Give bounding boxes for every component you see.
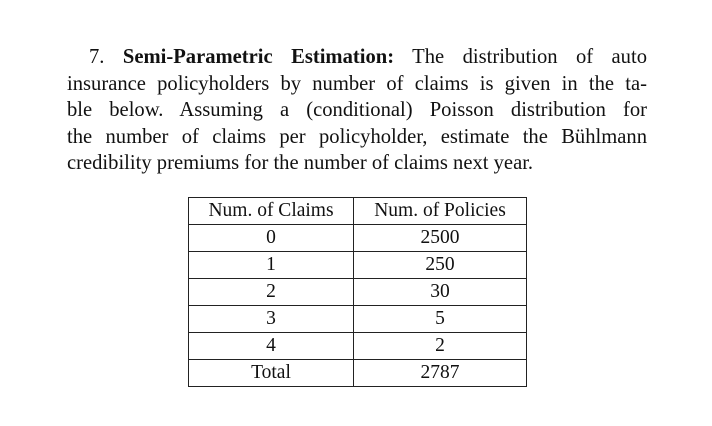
policies-cell: 2 — [354, 333, 527, 360]
policies-cell: 2500 — [354, 225, 527, 252]
total-value: 2787 — [354, 360, 527, 387]
problem-heading: Semi-Parametric Estimation: — [122, 46, 395, 68]
problem-line-2: insurance policyholders by number of claims is given in the ta- — [67, 72, 647, 95]
table-total-row — [189, 360, 527, 387]
problem-line-3: ble below. Assuming a (conditional) Poisson distribution for — [67, 99, 647, 121]
problem-line-1 — [67, 44, 647, 71]
total-label: Total — [189, 360, 354, 387]
problem-statement — [67, 44, 647, 177]
table-row — [189, 252, 527, 279]
policies-cell: 30 — [354, 279, 527, 306]
table-row — [189, 225, 527, 252]
header-num-policies: Num. of Policies — [354, 198, 527, 225]
problem-text-1: The distribution of auto — [412, 46, 647, 68]
claims-cell: 1 — [189, 252, 354, 279]
claims-cell: 4 — [189, 333, 354, 360]
table-row — [189, 279, 527, 306]
problem-number: 7. — [89, 46, 105, 68]
table-row — [189, 333, 527, 360]
header-num-claims: Num. of Claims — [189, 198, 354, 225]
table-row — [189, 306, 527, 333]
policies-cell: 5 — [354, 306, 527, 333]
claims-cell: 0 — [189, 225, 354, 252]
policies-cell: 250 — [354, 252, 527, 279]
problem-line-4: the number of claims per policyholder, estimate the Bühlmann — [67, 125, 647, 148]
problem-line-5: credibility premiums for the number of claims next year. — [67, 152, 534, 174]
claims-cell: 3 — [189, 306, 354, 333]
table-header-row — [189, 198, 527, 225]
claims-cell: 2 — [189, 279, 354, 306]
claims-table — [188, 197, 527, 387]
